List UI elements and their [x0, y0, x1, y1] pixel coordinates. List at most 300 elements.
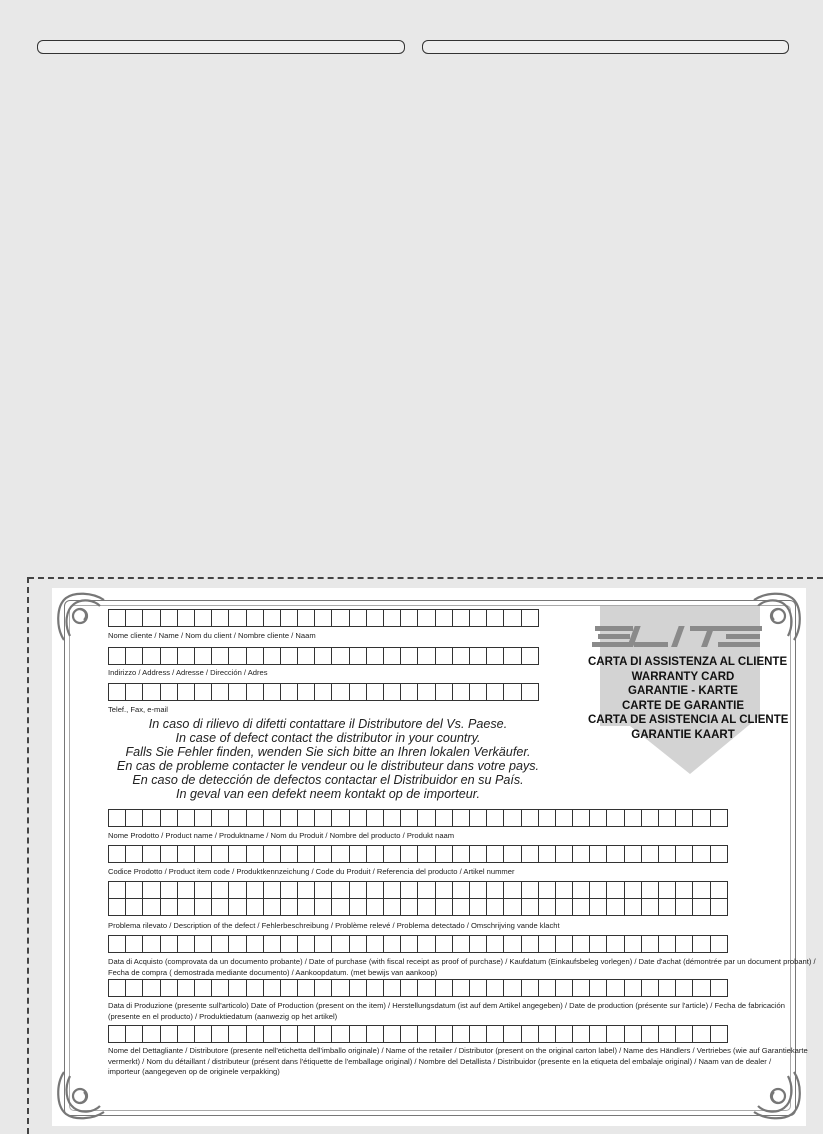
letter-box[interactable] [194, 935, 212, 953]
letter-box[interactable] [314, 609, 332, 627]
letter-box[interactable] [366, 1025, 384, 1043]
letter-box[interactable] [142, 898, 160, 916]
letter-box[interactable] [160, 979, 178, 997]
letter-box[interactable] [606, 809, 624, 827]
letter-box[interactable] [589, 898, 607, 916]
letter-box[interactable] [417, 647, 435, 665]
letter-box[interactable] [538, 935, 556, 953]
letter-box[interactable] [452, 809, 470, 827]
letter-box[interactable] [675, 1025, 693, 1043]
letter-box[interactable] [108, 979, 126, 997]
letter-box[interactable] [606, 845, 624, 863]
letter-box[interactable] [692, 898, 710, 916]
letter-box[interactable] [521, 683, 539, 701]
letter-box[interactable] [194, 1025, 212, 1043]
letter-box[interactable] [606, 979, 624, 997]
letter-box[interactable] [383, 1025, 401, 1043]
letter-box[interactable] [486, 647, 504, 665]
letter-box[interactable] [710, 845, 728, 863]
letter-box[interactable] [503, 979, 521, 997]
letter-box[interactable] [452, 979, 470, 997]
letter-box[interactable] [263, 898, 281, 916]
letter-box[interactable] [331, 609, 349, 627]
letter-box[interactable] [246, 609, 264, 627]
letter-box[interactable] [641, 845, 659, 863]
letter-box[interactable] [572, 979, 590, 997]
letter-box[interactable] [142, 1025, 160, 1043]
letter-box[interactable] [349, 898, 367, 916]
letter-box[interactable] [211, 809, 229, 827]
letter-box[interactable] [160, 809, 178, 827]
letter-box[interactable] [160, 845, 178, 863]
letter-box[interactable] [108, 809, 126, 827]
letter-box[interactable] [658, 809, 676, 827]
letter-box[interactable] [435, 935, 453, 953]
letter-box[interactable] [572, 1025, 590, 1043]
letter-box[interactable] [211, 647, 229, 665]
letter-box[interactable] [452, 845, 470, 863]
letter-box[interactable] [280, 935, 298, 953]
letter-box[interactable] [417, 609, 435, 627]
letter-box[interactable] [142, 881, 160, 899]
letter-box[interactable] [555, 898, 573, 916]
letter-box[interactable] [366, 979, 384, 997]
letter-box[interactable] [538, 979, 556, 997]
letter-box[interactable] [331, 845, 349, 863]
letter-box[interactable] [589, 979, 607, 997]
letter-box[interactable] [452, 898, 470, 916]
letter-box[interactable] [417, 1025, 435, 1043]
letter-box[interactable] [211, 609, 229, 627]
letter-box[interactable] [675, 845, 693, 863]
retailer-grid[interactable] [108, 1025, 727, 1043]
letter-box[interactable] [108, 683, 126, 701]
letter-box[interactable] [228, 809, 246, 827]
letter-box[interactable] [692, 809, 710, 827]
letter-box[interactable] [486, 935, 504, 953]
letter-box[interactable] [555, 881, 573, 899]
letter-box[interactable] [331, 935, 349, 953]
letter-box[interactable] [314, 845, 332, 863]
letter-box[interactable] [194, 683, 212, 701]
letter-box[interactable] [641, 1025, 659, 1043]
letter-box[interactable] [555, 809, 573, 827]
letter-box[interactable] [108, 935, 126, 953]
letter-box[interactable] [486, 845, 504, 863]
letter-box[interactable] [366, 845, 384, 863]
letter-box[interactable] [452, 1025, 470, 1043]
letter-box[interactable] [211, 845, 229, 863]
letter-box[interactable] [417, 979, 435, 997]
letter-box[interactable] [658, 845, 676, 863]
letter-box[interactable] [314, 683, 332, 701]
letter-box[interactable] [211, 881, 229, 899]
letter-box[interactable] [160, 898, 178, 916]
letter-box[interactable] [331, 647, 349, 665]
letter-box[interactable] [538, 881, 556, 899]
letter-box[interactable] [280, 979, 298, 997]
letter-box[interactable] [400, 609, 418, 627]
letter-box[interactable] [400, 683, 418, 701]
letter-box[interactable] [297, 845, 315, 863]
letter-box[interactable] [314, 979, 332, 997]
letter-box[interactable] [331, 979, 349, 997]
letter-box[interactable] [486, 898, 504, 916]
letter-box[interactable] [142, 683, 160, 701]
letter-box[interactable] [710, 881, 728, 899]
letter-box[interactable] [211, 1025, 229, 1043]
letter-box[interactable] [589, 935, 607, 953]
letter-box[interactable] [366, 809, 384, 827]
letter-box[interactable] [263, 809, 281, 827]
letter-box[interactable] [503, 809, 521, 827]
defect-grid-row-1[interactable] [108, 881, 727, 899]
letter-box[interactable] [194, 845, 212, 863]
letter-box[interactable] [331, 683, 349, 701]
letter-box[interactable] [710, 979, 728, 997]
letter-box[interactable] [246, 935, 264, 953]
letter-box[interactable] [521, 881, 539, 899]
letter-box[interactable] [160, 881, 178, 899]
letter-box[interactable] [280, 647, 298, 665]
letter-box[interactable] [521, 647, 539, 665]
letter-box[interactable] [349, 809, 367, 827]
letter-box[interactable] [297, 647, 315, 665]
letter-box[interactable] [160, 647, 178, 665]
letter-box[interactable] [469, 647, 487, 665]
letter-box[interactable] [211, 683, 229, 701]
letter-box[interactable] [297, 935, 315, 953]
letter-box[interactable] [246, 809, 264, 827]
letter-box[interactable] [710, 935, 728, 953]
letter-box[interactable] [263, 609, 281, 627]
letter-box[interactable] [400, 1025, 418, 1043]
letter-box[interactable] [108, 881, 126, 899]
letter-box[interactable] [521, 979, 539, 997]
letter-box[interactable] [314, 881, 332, 899]
letter-box[interactable] [572, 935, 590, 953]
letter-box[interactable] [228, 935, 246, 953]
letter-box[interactable] [400, 979, 418, 997]
letter-box[interactable] [383, 609, 401, 627]
letter-box[interactable] [263, 647, 281, 665]
letter-box[interactable] [331, 898, 349, 916]
letter-box[interactable] [658, 1025, 676, 1043]
letter-box[interactable] [125, 935, 143, 953]
letter-box[interactable] [417, 881, 435, 899]
letter-box[interactable] [521, 898, 539, 916]
letter-box[interactable] [125, 845, 143, 863]
letter-box[interactable] [417, 809, 435, 827]
letter-box[interactable] [503, 683, 521, 701]
letter-box[interactable] [108, 898, 126, 916]
letter-box[interactable] [521, 609, 539, 627]
letter-box[interactable] [349, 845, 367, 863]
letter-box[interactable] [246, 647, 264, 665]
letter-box[interactable] [280, 609, 298, 627]
letter-box[interactable] [435, 898, 453, 916]
letter-box[interactable] [503, 1025, 521, 1043]
letter-box[interactable] [503, 881, 521, 899]
letter-box[interactable] [658, 898, 676, 916]
letter-box[interactable] [280, 845, 298, 863]
letter-box[interactable] [452, 881, 470, 899]
purchase-date-grid[interactable] [108, 935, 727, 953]
letter-box[interactable] [297, 979, 315, 997]
letter-box[interactable] [383, 647, 401, 665]
letter-box[interactable] [383, 881, 401, 899]
letter-box[interactable] [246, 1025, 264, 1043]
letter-box[interactable] [228, 1025, 246, 1043]
letter-box[interactable] [297, 683, 315, 701]
letter-box[interactable] [486, 1025, 504, 1043]
product-name-grid[interactable] [108, 809, 727, 827]
letter-box[interactable] [211, 898, 229, 916]
letter-box[interactable] [452, 647, 470, 665]
letter-box[interactable] [658, 935, 676, 953]
letter-box[interactable] [435, 845, 453, 863]
letter-box[interactable] [125, 609, 143, 627]
letter-box[interactable] [263, 881, 281, 899]
letter-box[interactable] [641, 881, 659, 899]
letter-box[interactable] [572, 845, 590, 863]
letter-box[interactable] [125, 979, 143, 997]
letter-box[interactable] [486, 609, 504, 627]
letter-box[interactable] [383, 809, 401, 827]
letter-box[interactable] [675, 881, 693, 899]
letter-box[interactable] [675, 898, 693, 916]
letter-box[interactable] [383, 898, 401, 916]
letter-box[interactable] [521, 1025, 539, 1043]
letter-box[interactable] [469, 845, 487, 863]
letter-box[interactable] [624, 979, 642, 997]
letter-box[interactable] [125, 683, 143, 701]
letter-box[interactable] [263, 979, 281, 997]
letter-box[interactable] [521, 935, 539, 953]
letter-box[interactable] [228, 979, 246, 997]
letter-box[interactable] [624, 845, 642, 863]
letter-box[interactable] [331, 881, 349, 899]
letter-box[interactable] [555, 979, 573, 997]
letter-box[interactable] [606, 1025, 624, 1043]
letter-box[interactable] [469, 1025, 487, 1043]
letter-box[interactable] [297, 898, 315, 916]
letter-box[interactable] [435, 809, 453, 827]
letter-box[interactable] [280, 809, 298, 827]
letter-box[interactable] [349, 1025, 367, 1043]
letter-box[interactable] [486, 881, 504, 899]
letter-box[interactable] [314, 1025, 332, 1043]
letter-box[interactable] [606, 935, 624, 953]
letter-box[interactable] [606, 881, 624, 899]
letter-box[interactable] [710, 898, 728, 916]
letter-box[interactable] [469, 809, 487, 827]
letter-box[interactable] [469, 898, 487, 916]
letter-box[interactable] [125, 1025, 143, 1043]
letter-box[interactable] [400, 647, 418, 665]
letter-box[interactable] [400, 935, 418, 953]
letter-box[interactable] [280, 898, 298, 916]
letter-box[interactable] [503, 609, 521, 627]
letter-box[interactable] [641, 898, 659, 916]
letter-box[interactable] [297, 881, 315, 899]
letter-box[interactable] [297, 809, 315, 827]
letter-box[interactable] [177, 1025, 195, 1043]
letter-box[interactable] [108, 845, 126, 863]
letter-box[interactable] [417, 898, 435, 916]
letter-box[interactable] [349, 979, 367, 997]
letter-box[interactable] [555, 1025, 573, 1043]
letter-box[interactable] [194, 881, 212, 899]
customer-name-grid[interactable] [108, 609, 538, 627]
letter-box[interactable] [675, 809, 693, 827]
letter-box[interactable] [246, 898, 264, 916]
letter-box[interactable] [349, 609, 367, 627]
letter-box[interactable] [624, 935, 642, 953]
letter-box[interactable] [417, 935, 435, 953]
letter-box[interactable] [486, 979, 504, 997]
letter-box[interactable] [160, 1025, 178, 1043]
letter-box[interactable] [366, 647, 384, 665]
letter-box[interactable] [452, 683, 470, 701]
letter-box[interactable] [435, 683, 453, 701]
letter-box[interactable] [228, 647, 246, 665]
letter-box[interactable] [469, 979, 487, 997]
letter-box[interactable] [521, 809, 539, 827]
letter-box[interactable] [177, 683, 195, 701]
letter-box[interactable] [383, 935, 401, 953]
letter-box[interactable] [125, 809, 143, 827]
letter-box[interactable] [641, 809, 659, 827]
letter-box[interactable] [452, 609, 470, 627]
letter-box[interactable] [263, 1025, 281, 1043]
letter-box[interactable] [349, 935, 367, 953]
letter-box[interactable] [692, 935, 710, 953]
letter-box[interactable] [435, 647, 453, 665]
letter-box[interactable] [160, 683, 178, 701]
letter-box[interactable] [658, 979, 676, 997]
letter-box[interactable] [228, 898, 246, 916]
letter-box[interactable] [624, 1025, 642, 1043]
letter-box[interactable] [314, 647, 332, 665]
letter-box[interactable] [263, 683, 281, 701]
letter-box[interactable] [624, 809, 642, 827]
letter-box[interactable] [452, 935, 470, 953]
letter-box[interactable] [366, 683, 384, 701]
letter-box[interactable] [692, 845, 710, 863]
letter-box[interactable] [366, 881, 384, 899]
letter-box[interactable] [383, 845, 401, 863]
letter-box[interactable] [263, 845, 281, 863]
letter-box[interactable] [228, 683, 246, 701]
letter-box[interactable] [641, 979, 659, 997]
letter-box[interactable] [400, 809, 418, 827]
letter-box[interactable] [142, 979, 160, 997]
letter-box[interactable] [108, 647, 126, 665]
letter-box[interactable] [177, 647, 195, 665]
letter-box[interactable] [211, 935, 229, 953]
letter-box[interactable] [194, 809, 212, 827]
letter-box[interactable] [177, 898, 195, 916]
letter-box[interactable] [177, 881, 195, 899]
letter-box[interactable] [572, 809, 590, 827]
letter-box[interactable] [280, 1025, 298, 1043]
letter-box[interactable] [246, 683, 264, 701]
letter-box[interactable] [194, 898, 212, 916]
letter-box[interactable] [572, 898, 590, 916]
letter-box[interactable] [366, 935, 384, 953]
letter-box[interactable] [538, 898, 556, 916]
contact-grid[interactable] [108, 683, 538, 701]
letter-box[interactable] [349, 683, 367, 701]
letter-box[interactable] [624, 881, 642, 899]
letter-box[interactable] [521, 845, 539, 863]
letter-box[interactable] [177, 979, 195, 997]
letter-box[interactable] [246, 845, 264, 863]
letter-box[interactable] [469, 935, 487, 953]
letter-box[interactable] [435, 881, 453, 899]
letter-box[interactable] [400, 898, 418, 916]
production-date-grid[interactable] [108, 979, 727, 997]
letter-box[interactable] [624, 898, 642, 916]
letter-box[interactable] [228, 609, 246, 627]
letter-box[interactable] [211, 979, 229, 997]
letter-box[interactable] [469, 881, 487, 899]
letter-box[interactable] [435, 979, 453, 997]
letter-box[interactable] [142, 845, 160, 863]
letter-box[interactable] [280, 881, 298, 899]
letter-box[interactable] [194, 609, 212, 627]
letter-box[interactable] [246, 881, 264, 899]
letter-box[interactable] [435, 609, 453, 627]
letter-box[interactable] [710, 1025, 728, 1043]
letter-box[interactable] [349, 881, 367, 899]
letter-box[interactable] [314, 898, 332, 916]
letter-box[interactable] [555, 845, 573, 863]
letter-box[interactable] [692, 881, 710, 899]
letter-box[interactable] [194, 647, 212, 665]
letter-box[interactable] [177, 809, 195, 827]
product-code-grid[interactable] [108, 845, 727, 863]
letter-box[interactable] [314, 809, 332, 827]
letter-box[interactable] [125, 647, 143, 665]
letter-box[interactable] [589, 845, 607, 863]
letter-box[interactable] [177, 609, 195, 627]
letter-box[interactable] [331, 809, 349, 827]
letter-box[interactable] [538, 845, 556, 863]
letter-box[interactable] [177, 935, 195, 953]
letter-box[interactable] [228, 845, 246, 863]
letter-box[interactable] [228, 881, 246, 899]
letter-box[interactable] [675, 935, 693, 953]
letter-box[interactable] [469, 609, 487, 627]
letter-box[interactable] [297, 609, 315, 627]
letter-box[interactable] [589, 809, 607, 827]
letter-box[interactable] [160, 935, 178, 953]
letter-box[interactable] [692, 979, 710, 997]
letter-box[interactable] [108, 609, 126, 627]
letter-box[interactable] [366, 898, 384, 916]
letter-box[interactable] [194, 979, 212, 997]
letter-box[interactable] [503, 845, 521, 863]
letter-box[interactable] [589, 881, 607, 899]
letter-box[interactable] [263, 935, 281, 953]
letter-box[interactable] [331, 1025, 349, 1043]
letter-box[interactable] [400, 881, 418, 899]
letter-box[interactable] [142, 647, 160, 665]
letter-box[interactable] [125, 898, 143, 916]
letter-box[interactable] [486, 809, 504, 827]
